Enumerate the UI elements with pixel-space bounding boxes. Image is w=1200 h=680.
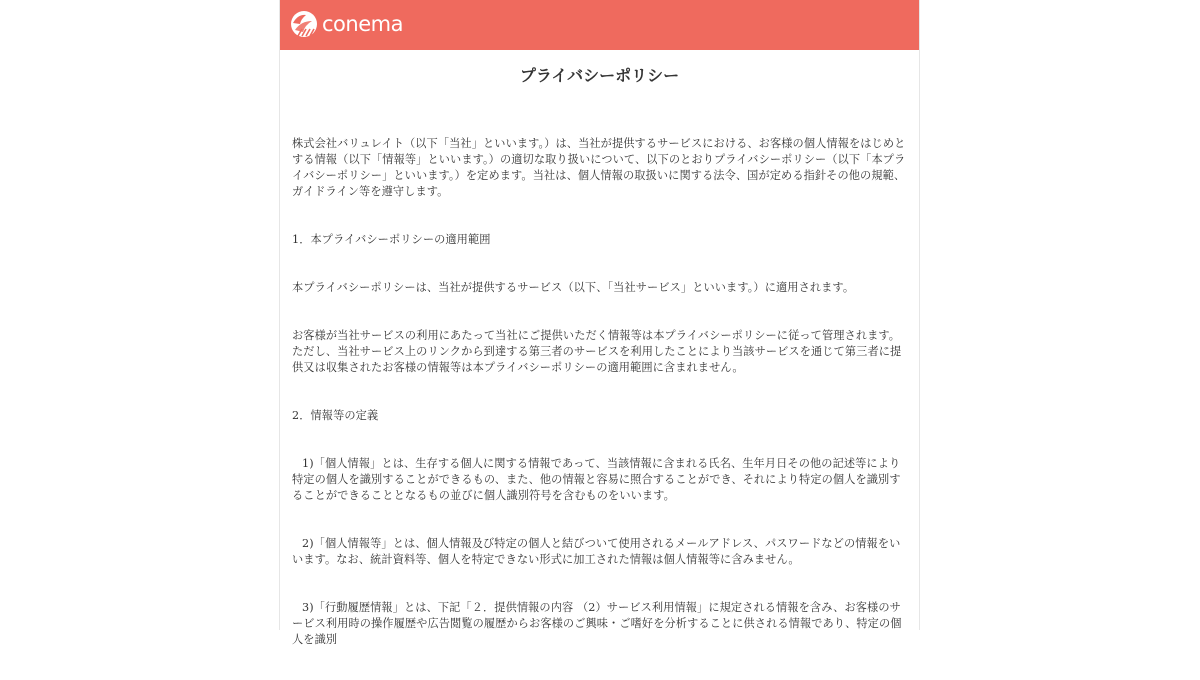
- intro-paragraph: 株式会社バリュレイト（以下「当社」といいます。）は、当社が提供するサービスにおける、お客様の個人情報をはじめとする情報（以下「情報等」といいます。）の適切な取り扱いについて、以下のとおりプライバシーポリシー（以下「本プライバシーポリシー」といいます。）を定めます。当社は、個人情報の取扱いに関する法令、国が定める指針その他の規範、ガイドライン等を遵守します。: [292, 137, 906, 198]
- logo-icon: [290, 10, 318, 38]
- page-title: プライバシーポリシー: [519, 66, 680, 85]
- scope-detail-paragraph: お客様が当社サービスの利用にあたって当社にご提供いただく情報等は本プライバシーポリシーに従って管理されます。ただし、当社サービス上のリンクから到達する第三者のサービスを利用したことにより当該サービスを通じて第三者に提供又は収集されたお客様の情報等は本プライバシーポリシーの適用範囲に含まれません。: [292, 329, 902, 374]
- definition-behavior-history: 3)「行動履歴情報」とは、下記「２．提供情報の内容 （2）サービス利用情報」に規定される情報を含み、お客様のサービス利用時の操作履歴や広告閲覧の履歴からお客様のご興味・ご嗜好を分析することに供される情報であり、特定の個人を識別: [292, 601, 902, 646]
- section-heading-definitions: 2．情報等の定義: [292, 409, 379, 422]
- policy-body: [292, 136, 909, 680]
- logo-text: conema: [322, 12, 403, 36]
- page-container: [279, 0, 920, 646]
- scope-paragraph: 本プライバシーポリシーは、当社が提供するサービス（以下、「当社サービス」といいます。）に適用されます。: [292, 281, 855, 294]
- definition-personal-info: 1)「個人情報」とは、生存する個人に関する情報であって、当該情報に含まれる氏名、生年月日その他の記述等により特定の個人を識別することができるもの、また、他の情報と容易に照合することができ、それにより特定の個人を識別することができることとなるもの並びに個人識別符号を含むものをいいます。: [292, 457, 901, 502]
- definition-personal-info-etc: 2)「個人情報等」とは、個人情報及び特定の個人と結びついて使用されるメールアドレス、パスワードなどの情報をいいます。なお、統計資料等、個人を特定できない形式に加工された情報は個人情報等に含みません。: [292, 537, 901, 566]
- logo-link[interactable]: [290, 10, 403, 38]
- header-bar: [280, 0, 919, 50]
- section-heading-scope: 1．本プライバシーポリシーの適用範囲: [292, 233, 491, 246]
